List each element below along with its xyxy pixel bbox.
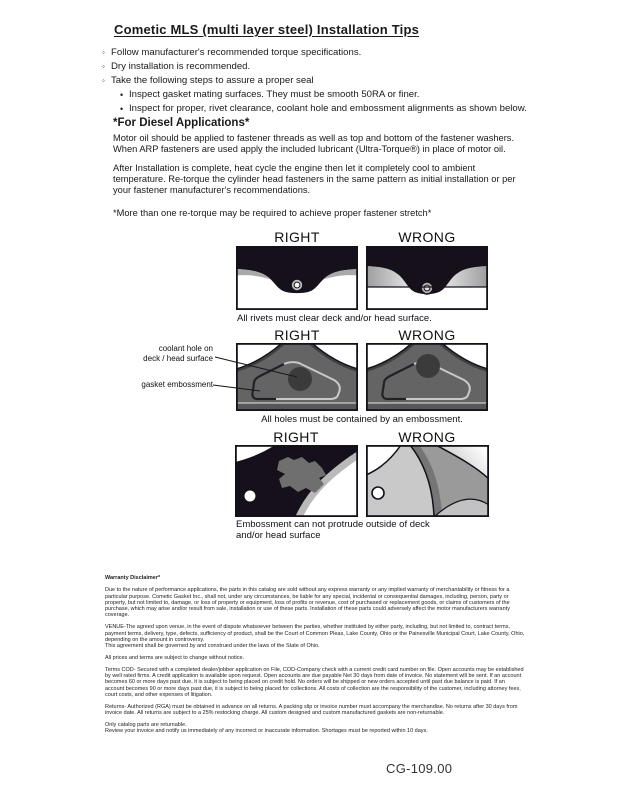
list-item <box>102 74 582 88</box>
rivet-clearance-wrong-figure <box>366 246 488 310</box>
retorque-note: *More than one re-torque may be required to achieve proper fastener stretch* <box>113 208 432 218</box>
list-item <box>102 60 582 74</box>
disclaimer-heading: Warranty Disclaimer* <box>105 575 161 581</box>
rivet-clearance-right-figure <box>236 246 358 310</box>
wrong-label: WRONG <box>398 429 456 445</box>
rivet-caption: All rivets must clear deck and/or head surface. <box>237 313 432 324</box>
gasket-embossment-annotation: gasket embossment <box>141 380 213 389</box>
dot-bullet-icon: • <box>120 90 124 100</box>
diesel-paragraph-2: After Installation is complete, heat cycle the engine then let it completely cool to ambient temperature. Re-torque the cylinder head fasteners in the same pattern as initial installation or per your fastener manufacturer's recommendations. <box>113 163 516 195</box>
disclaimer-paragraph: Review your invoice and notify us immediately of any incorrect or inaccurate information. Shortages must be reported within 10 days. <box>105 728 428 735</box>
disclaimer-paragraph: Returns- Authorized (RGA) must be obtained in advance on all returns. A packing slip or invoice number must accompany the merchandise. No returns after 30 days from invoice date. All returns are subject to a 25% restocking charge. All custom designed and custom manufactured gaskets are non-returnable. <box>105 703 518 717</box>
coolant-hole-annotation: coolant hole on deck / head surface <box>143 344 213 363</box>
list-item <box>102 46 582 60</box>
holes-caption: All holes must be contained by an embossment. <box>261 414 463 425</box>
embossment-wrong-figure <box>366 445 489 517</box>
list-item <box>120 102 582 116</box>
right-label: RIGHT <box>273 429 319 445</box>
page-code: CG-109.00 <box>386 761 453 776</box>
warranty-disclaimer <box>105 575 525 734</box>
disclaimer-paragraph: VENUE-The agreed upon venue, in the event of dispute whatsoever between the parties, whether instituted by either party, including, but not limited to, contract terms, payment terms, delivery, type, defects, sufficiency of product, shall be the Court of Common Pleas, Lake County, Ohio or the Painesville Municipal Court, Lake County, Ohio, depending on the amount in controversy. <box>105 624 525 643</box>
tip-text: Follow manufacturer's recommended torque specifications. <box>111 47 362 58</box>
tip-text: Inspect for proper, rivet clearance, coolant hole and embossment alignments as shown below. <box>129 103 527 114</box>
disclaimer-paragraph: This agreement shall be governed by and construed under the laws of the State of Ohio. <box>105 643 320 650</box>
right-label: RIGHT <box>274 327 320 343</box>
page-title: Cometic MLS (multi layer steel) Installation Tips <box>114 22 420 37</box>
list-item <box>120 88 582 102</box>
tip-text: Inspect gasket mating surfaces. They must be smooth 50RA or finer. <box>129 89 420 100</box>
wrong-label: WRONG <box>398 327 456 343</box>
tip-text: Take the following steps to assure a proper seal <box>111 75 314 86</box>
installation-tips-list <box>102 46 582 116</box>
diesel-section-heading: *For Diesel Applications* <box>113 117 250 129</box>
tip-text: Dry installation is recommended. <box>111 61 251 72</box>
dot-bullet-icon: • <box>120 104 124 114</box>
disclaimer-paragraph: Terms COD- Secured with a completed dealer/jobber application on File, COD-Company check with a current credit card number on file. Open accounts may be established by well rated firms. A credit application is available upon request. Open accounts are due payable Net 30 days from date of invoice. No statement will be sent. If an account becomes 60 or more days past due, it is subject to being placed on credit hold. No orders will be shipped or new orders accepted until past due balance is paid. If an account becomes 90 or more days past due, it is subject to being placed for collections. All costs of collection are the responsibility of the customer, including attorney fees, court costs, and other expenses of litigation. <box>105 666 524 698</box>
disclaimer-paragraph: All prices and terms are subject to change without notice. <box>105 654 245 661</box>
right-label: RIGHT <box>274 229 320 245</box>
embossment-caption: Embossment can not protrude outside of deck and/or head surface <box>236 519 430 541</box>
bullet-icon: ◦ <box>102 48 105 57</box>
diesel-paragraph-1: Motor oil should be applied to fastener threads as well as top and bottom of the fastener washers. When ARP fasteners are used apply the included lubricant (Ultra-Torque®) in place of motor oil. <box>113 133 515 154</box>
disclaimer-paragraph: Due to the nature of performance applications, the parts in this catalog are sold without any express warranty or any implied warranty of merchantability or fitness for a particular purpose. Cometic Gasket Inc., shall not, under any circumstances, be liable for any special, incidental or consequential damages, including, person, party or property, but not limited to, damage, or loss of property or equipment, loss of profits or revenue, cost of purchased or replacement goods, or claims of customers of the purchase, which may arise and/or result from sale, installation or use of these parts. Installation of these parts could adversely affect the motor manufacturers warranty coverage. <box>105 587 510 619</box>
coolant-hole-right-figure <box>236 343 358 411</box>
bullet-icon: ◦ <box>102 62 105 71</box>
disclaimer-paragraph: Only catalog parts are returnable. <box>105 721 187 728</box>
coolant-hole-wrong-figure <box>366 343 488 411</box>
embossment-right-figure <box>235 445 358 517</box>
wrong-label: WRONG <box>398 229 456 245</box>
bullet-icon: ◦ <box>102 76 105 85</box>
